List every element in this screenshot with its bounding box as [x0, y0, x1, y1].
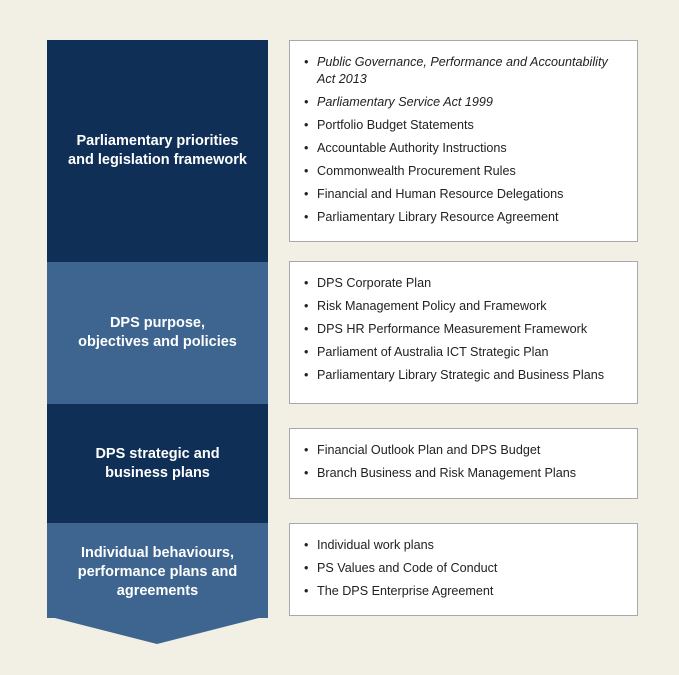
list-box-purpose [289, 261, 638, 404]
list-box-strategic [289, 428, 638, 499]
tier-label: Parliamentary priorities and legislation framework [68, 133, 247, 168]
list-item: • Risk Management Policy and Framework [304, 298, 625, 315]
list-item: • Financial Outlook Plan and DPS Budget [304, 442, 625, 459]
tier-dps-strategic-plans [47, 404, 268, 523]
list-item: • Financial and Human Resource Delegations [304, 186, 625, 203]
list-item: • Branch Business and Risk Management Plans [304, 465, 625, 482]
list-item: • DPS HR Performance Measurement Framework [304, 321, 625, 338]
tier-label: DPS strategic and business plans [95, 445, 220, 481]
list-item: • Parliamentary Library Strategic and Business Plans [304, 367, 625, 384]
tier-individual-behaviours [47, 523, 268, 618]
tier-label: Individual behaviours, performance plans and agreements [77, 545, 238, 599]
list-item: • Parliamentary Library Resource Agreement [304, 209, 625, 226]
list-item: • Accountable Authority Instructions [304, 140, 625, 157]
list-item: • The DPS Enterprise Agreement [304, 583, 625, 600]
list-item: • DPS Corporate Plan [304, 275, 625, 292]
list-box-individual [289, 523, 638, 616]
list-item: • Parliamentary Service Act 1999 [304, 94, 625, 111]
list-item: • Individual work plans [304, 537, 625, 554]
tier-dps-purpose [47, 262, 268, 404]
list-item: • Parliament of Australia ICT Strategic Plan [304, 344, 625, 361]
list-item: • Portfolio Budget Statements [304, 117, 625, 134]
list-item: • Public Governance, Performance and Accountability Act 2013 [304, 54, 625, 88]
list-item: • PS Values and Code of Conduct [304, 560, 625, 577]
tier-parliamentary-priorities [47, 40, 268, 262]
list-box-legislation [289, 40, 638, 242]
tier-label: DPS purpose, objectives and policies [78, 315, 237, 350]
arrow-tip [47, 616, 267, 644]
list-item: • Commonwealth Procurement Rules [304, 163, 625, 180]
